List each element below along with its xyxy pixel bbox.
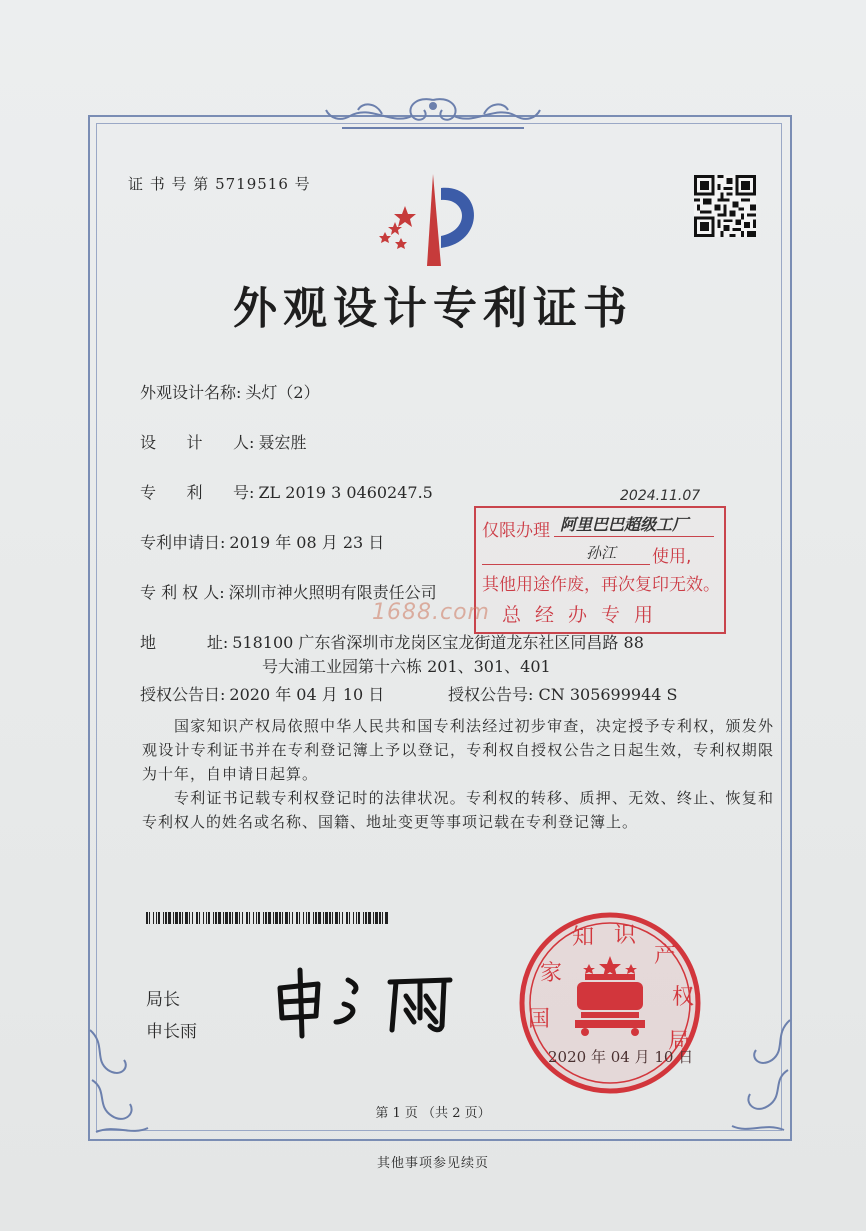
barcode-bar [273,912,274,924]
stamp-line-1: 仅限办理 [482,521,550,541]
barcode-bar [192,912,193,924]
barcode-bar [256,912,257,924]
barcode-bar [208,912,210,924]
barcode-bar [235,912,238,924]
barcode-bar [292,912,293,924]
barcode-bar [185,912,188,924]
patentee-value: 深圳市神火照明有限责任公司 [228,583,437,602]
barcode-bar [249,912,250,924]
stamp-line-3: 其他用途作废，再次复印无效。 [482,575,720,595]
seal-date: 2020 年 04 月 10 日 [548,1048,694,1066]
director-title: 局长 [146,990,180,1010]
barcode-bar [299,912,300,924]
stamp-underline-1 [554,536,714,537]
grant-number-value: CN 305699944 S [538,685,678,704]
barcode-bar [303,912,304,924]
designer-label: 设 计 人: [140,433,255,452]
address-label: 地 址: [140,633,229,652]
barcode-bar [215,912,217,924]
handwritten-name: 孙江 [586,544,617,562]
handwritten-date: 2024.11.07 [620,488,701,504]
barcode-bar [268,912,271,924]
barcode-bar [225,912,228,924]
barcode-bar [289,912,290,924]
barcode-bar [153,912,154,924]
patentee-label: 专 利 权 人: [140,583,225,602]
barcode-bar [385,912,388,924]
barcode-bar [285,912,288,924]
barcode-bar [189,912,190,924]
grant-number [448,682,678,705]
barcode-bar [206,912,207,924]
barcode-bar [363,912,364,924]
handwritten-company: 阿里巴巴超级工厂 [560,515,689,534]
barcode-icon [146,912,388,924]
barcode-bar [318,912,321,924]
site-watermark: 1688.com [372,600,490,625]
barcode-bar [258,912,260,924]
barcode-bar [179,912,181,924]
barcode-bar [173,912,174,924]
stamp-underline-2 [482,564,650,565]
barcode-bar [325,912,328,924]
seal-char-2: 家 [539,961,563,986]
stamp-line-4: 总经办专用 [502,604,668,626]
barcode-bar [165,912,167,924]
body-paragraph-1: 国家知识产权局依照中华人民共和国专利法经过初步审查，决定授予专利权，颁发外观设计专利证书并在专利登记簿上予以登记，专利权自授权公告之日起生效，专利权期限为十年，自申请日起算。 [142,717,774,783]
seal-char-1: 国 [527,1007,551,1032]
barcode-bar [339,912,340,924]
barcode-bar [263,912,264,924]
barcode-bar [349,912,350,924]
barcode-bar [382,912,383,924]
grant-number-label: 授权公告号: [448,685,534,704]
barcode-bar [213,912,214,924]
address-line-1: 518100 广东省深圳市龙岗区宝龙街道龙东社区同昌路 88 [232,633,644,652]
barcode-bar [282,912,283,924]
barcode-bar [223,912,224,924]
barcode-bar [373,912,374,924]
barcode-bar [296,912,298,924]
barcode-bar [329,912,331,924]
barcode-bar [156,912,157,924]
seal-char-6: 权 [671,985,695,1010]
patent-number-value: ZL 2019 3 0460247.5 [258,483,433,502]
barcode-bar [315,912,317,924]
barcode-bar [306,912,307,924]
director-name: 申长雨 [146,1022,197,1042]
barcode-bar [182,912,183,924]
handwritten-signature-icon [270,960,460,1040]
barcode-bar [239,912,240,924]
address-line-2: 号大浦工业园第十六栋 201、301、401 [262,657,551,676]
barcode-bar [346,912,348,924]
official-seal-icon [515,908,705,1098]
grant-date-label: 授权公告日: [140,685,226,704]
top-ornament-icon [322,92,544,134]
barcode-bar [342,912,343,924]
barcode-bar [218,912,221,924]
barcode-bar [265,912,267,924]
filing-date-label: 专利申请日: [140,533,226,552]
barcode-bar [379,912,381,924]
barcode-bar [353,912,354,924]
barcode-bar [275,912,278,924]
footer-note: 其他事项参见续页 [376,1156,489,1171]
qr-code-icon [694,175,756,237]
patent-office-emblem-icon [375,170,495,270]
designer-row [140,430,306,453]
barcode-bar [313,912,314,924]
seal-char-7: 局 [667,1029,691,1054]
barcode-bar [199,912,200,924]
barcode-bar [365,912,367,924]
barcode-bar [335,912,338,924]
design-name-value: 头灯（2） [245,383,320,402]
grant-date-row [140,682,384,705]
filing-date-value: 2019 年 08 月 23 日 [229,533,385,552]
body-paragraph-2: 专利证书记载专利权登记时的法律状况。专利权的转移、质押、无效、终止、恢复和专利权人的姓名或名称、国籍、地址变更等事项记载在专利登记簿上。 [142,789,774,831]
barcode-bar [158,912,160,924]
design-name-row [140,380,320,403]
barcode-bar [253,912,254,924]
grant-date-value: 2020 年 04 月 10 日 [229,685,385,704]
barcode-bar [323,912,324,924]
designer-value: 聂宏胜 [258,433,307,452]
page-number: 第 1 页 （共 2 页） [375,1106,491,1121]
barcode-bar [229,912,231,924]
barcode-bar [246,912,248,924]
seal-char-3: 知 [571,925,595,950]
barcode-bar [168,912,171,924]
barcode-bar [196,912,198,924]
filing-date-row [140,530,384,553]
barcode-bar [332,912,333,924]
patent-number-row [140,480,433,503]
barcode-bar [308,912,310,924]
patent-number-label: 专 利 号: [140,483,255,502]
barcode-bar [242,912,243,924]
barcode-bar [356,912,357,924]
certificate-number: 证 书 号 第 5719516 号 [128,175,311,193]
seal-char-4: 识 [613,923,637,948]
design-name-label: 外观设计名称: [140,383,242,402]
certificate-title: 外观设计专利证书 [233,283,633,334]
barcode-bar [203,912,204,924]
barcode-bar [146,912,148,924]
barcode-bar [149,912,150,924]
barcode-bar [375,912,378,924]
barcode-bar [368,912,371,924]
seal-char-5: 产 [653,943,677,968]
barcode-bar [175,912,178,924]
barcode-bar [163,912,164,924]
stamp-line-2: 使用, [652,547,692,567]
barcode-bar [358,912,360,924]
barcode-bar [279,912,281,924]
barcode-bar [232,912,233,924]
